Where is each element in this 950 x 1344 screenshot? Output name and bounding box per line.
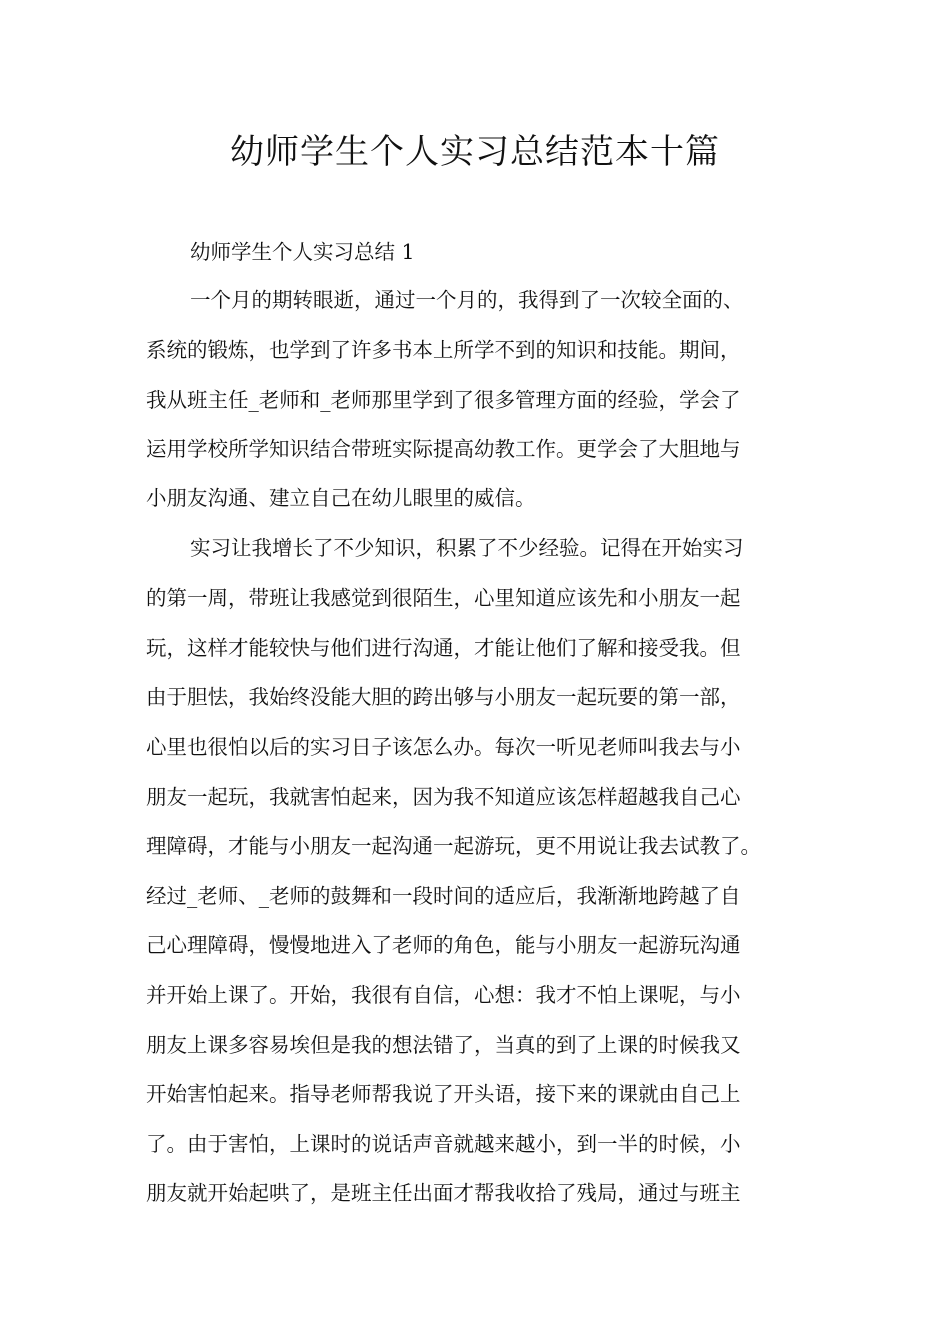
paragraph-line: 己心理障碍，慢慢地进入了老师的角色，能与小朋友一起游玩沟通 xyxy=(146,933,741,957)
paragraph-line: 并开始上课了。开始，我很有自信，心想：我才不怕上课呢，与小 xyxy=(146,983,741,1007)
paragraph-line: 了。由于害怕，上课时的说话声音就越来越小，到一半的时候，小 xyxy=(146,1132,741,1156)
paragraph-line: 玩，这样才能较快与他们进行沟通，才能让他们了解和接受我。但 xyxy=(146,636,741,660)
paragraph-line: 系统的锻炼，也学到了许多书本上所学不到的知识和技能。期间， xyxy=(146,338,741,362)
paragraph-line: 朋友上课多容易埃但是我的想法错了，当真的到了上课的时候我又 xyxy=(146,1033,741,1057)
paragraph-line: 小朋友沟通、建立自己在幼儿眼里的威信。 xyxy=(146,486,536,510)
paragraph-line: 开始害怕起来。指导老师帮我说了开头语，接下来的课就由自己上 xyxy=(146,1082,741,1106)
paragraph-line: 经过_老师、_老师的鼓舞和一段时间的适应后，我渐渐地跨越了自 xyxy=(146,884,741,908)
paragraph-line: 一个月的期转眼逝，通过一个月的，我得到了一次较全面的、 xyxy=(190,288,744,312)
paragraph-line: 朋友一起玩，我就害怕起来，因为我不知道应该怎样超越我自己心 xyxy=(146,785,741,809)
paragraph-line: 心里也很怕以后的实习日子该怎么办。每次一听见老师叫我去与小 xyxy=(146,735,741,759)
document-title: 幼师学生个人实习总结范本十篇 xyxy=(230,132,720,172)
paragraph-line: 我从班主任_老师和_老师那里学到了很多管理方面的经验，学会了 xyxy=(146,388,741,412)
paragraph-line: 实习让我增长了不少知识，积累了不少经验。记得在开始实习 xyxy=(190,536,744,560)
section-heading: 幼师学生个人实习总结 1 xyxy=(190,240,415,264)
paragraph-line: 由于胆怯，我始终没能大胆的跨出够与小朋友一起玩要的第一部， xyxy=(146,685,741,709)
paragraph-line: 的第一周，带班让我感觉到很陌生，心里知道应该先和小朋友一起 xyxy=(146,586,741,610)
paragraph-line: 理障碍，才能与小朋友一起沟通一起游玩，更不用说让我去试教了。 xyxy=(146,834,761,858)
paragraph-line: 运用学校所学知识结合带班实际提高幼教工作。更学会了大胆地与 xyxy=(146,437,741,461)
paragraph-line: 朋友就开始起哄了，是班主任出面才帮我收拾了残局，通过与班主 xyxy=(146,1181,741,1205)
